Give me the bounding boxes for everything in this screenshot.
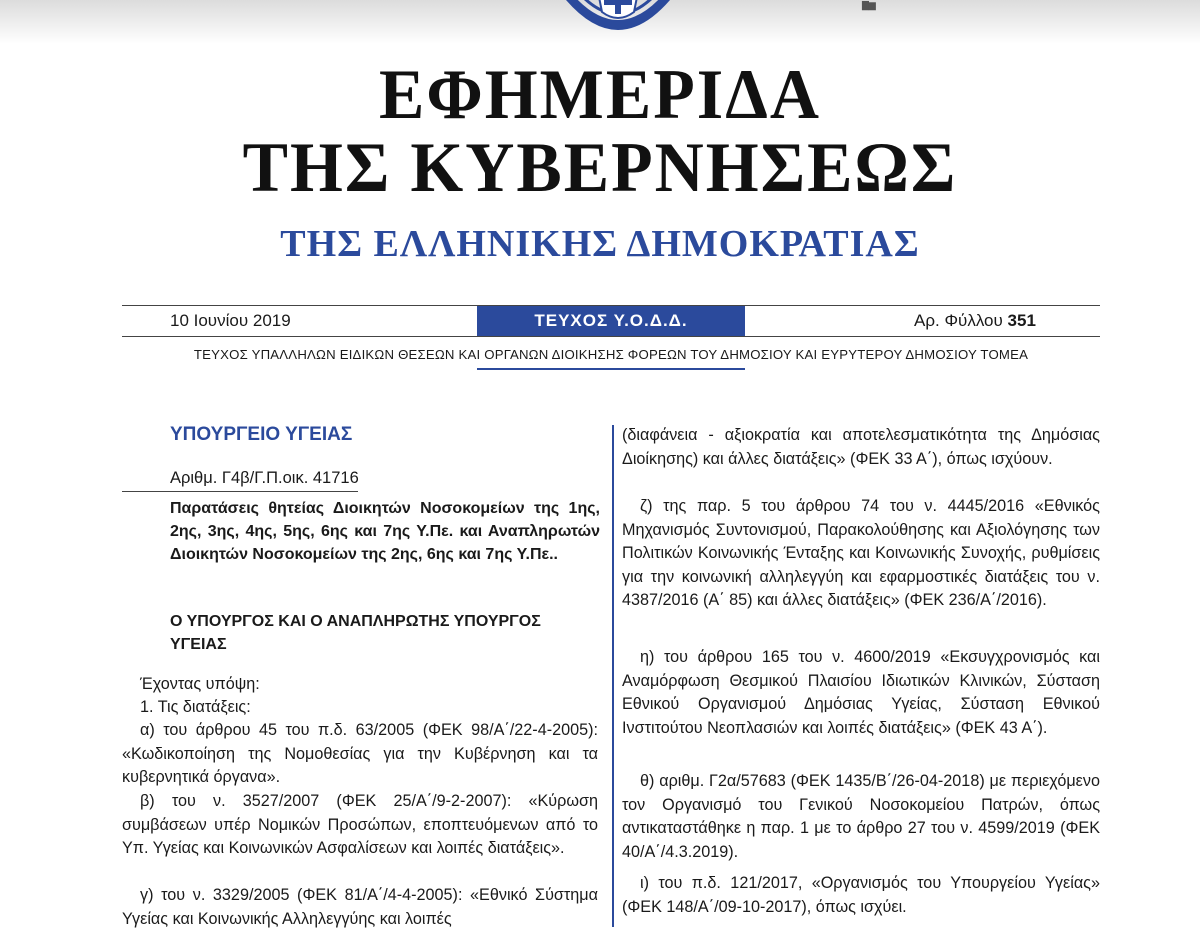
masthead-line-3: ΤΗΣ ΕΛΛΗΝΙΚΗΣ ΔΗΜΟΚΡΑΤΙΑΣ — [280, 223, 920, 265]
reference-number: Αριθμ. Γ4β/Γ.Π.οικ. 41716 — [170, 469, 359, 487]
greek-coat-of-arms-icon — [558, 0, 678, 42]
provision-item-h: η) του άρθρου 165 του ν. 4600/2019 «Εκσυγχρονισμός και Αναμόρφωση Θεσμικού Πλαισίου Ιδιωτικών Κλινικών, Σύσταση Εθνικού Οργανισμού Δημόσιας Υγείας, Σύσταση Εθνικού Ινστιτούτου Νεοπλασιών και λοιπές διατάξεις» (ΦΕΚ 43 Α΄). — [622, 648, 1100, 737]
decision-title: Παρατάσεις θητείας Διοικητών Νοσοκομείων της 1ης, 2ης, 3ης, 4ης, 5ης, 6ης και 7ης Υ.Πε. και Αναπληρωτών Διοικητών Νοσοκομείων της 2ης, 6ης και 7ης Υ.Πε.. — [170, 500, 600, 563]
subtitle-accent-rule — [477, 368, 745, 370]
sheet-label: Αρ. Φύλλου — [914, 311, 1003, 330]
masthead-line-2: ΤΗΣ ΚΥΒΕΡΝΗΣΕΩΣ — [242, 127, 958, 207]
masthead-line-1: ΕΦΗΜΕΡΙΔΑ — [379, 54, 821, 134]
issue-subtitle: ΤΕΥΧΟΣ ΥΠΑΛΛΗΛΩΝ ΕΙΔΙΚΩΝ ΘΕΣΕΩΝ ΚΑΙ ΟΡΓΑΝΩΝ ΔΙΟΙΚΗΣΗΣ ΦΟΡΕΩΝ ΤΟΥ ΔΗΜΟΣΙΟΥ ΚΑΙ ΕΥΡΥΤΕΡΟΥ ΔΗΜΟΣΙΟΥ ΤΟΜΕΑ — [193, 347, 1029, 362]
provision-continuation: (διαφάνεια - αξιοκρατία και αποτελεσματικότητα της Δημόσιας Διοίκησης) και άλλες διατάξεις» (ΦΕΚ 33 Α΄), όπως ισχύουν. — [622, 426, 1100, 468]
ministers-heading: Ο ΥΠΟΥΡΓΟΣ ΚΑΙ Ο ΑΝΑΠΛΗΡΩΤΗΣ ΥΠΟΥΡΓΟΣ ΥΓΕΙΑΣ — [170, 613, 541, 653]
sheet-number — [914, 311, 1036, 331]
provision-item-c: γ) του ν. 3329/2005 (ΦΕΚ 81/Α΄/4-4-2005): «Εθνικό Σύστημα Υγείας και Κοινωνικής Αλληλεγγύης και λοιπές — [122, 886, 598, 928]
provision-item-a: α) του άρθρου 45 του π.δ. 63/2005 (ΦΕΚ 98/Α΄/22-4-2005): «Κωδικοποίηση της Νομοθεσίας για την Κυβέρνηση και τα κυβερνητικά όργανα». — [122, 721, 598, 787]
corner-watermark: ▇▆ — [862, 0, 876, 10]
provision-item-th: θ) αριθμ. Γ2α/57683 (ΦΕΚ 1435/Β΄/26-04-2018) με περιεχόμενο τον Οργανισμό του Γενικού Νοσοκομείου Πατρών, όπως αντικαταστάθηκε η παρ. 1 με το άρθρο 27 του ν. 4599/2019 (ΦΕΚ 40/Α΄/4.3.2019). — [622, 772, 1100, 861]
having-regard: Έχοντας υπόψη: — [140, 675, 260, 693]
column-separator — [612, 425, 614, 927]
ministry-heading: ΥΠΟΥΡΓΕΙΟ ΥΓΕΙΑΣ — [170, 424, 353, 445]
provision-item-z: ζ) της παρ. 5 του άρθρου 74 του ν. 4445/2016 «Εθνικός Μηχανισμός Συντονισμού, Παρακολούθησης και Αξιολόγησης των Πολιτικών Κοινωνικής Ένταξης και Κοινωνικής Συνοχής, ρυθμίσεις για την κοινωνική αλληλεγγύη και εφαρμοστικές διατάξεις του ν. 4387/2016 (Α΄ 85) και άλλες διατάξεις» (ΦΕΚ 236/Α΄/2016). — [622, 497, 1100, 610]
provision-item-i: ι) του π.δ. 121/2017, «Οργανισμός του Υπουργείου Υγείας» (ΦΕΚ 148/Α΄/09-10-2017), όπως ισχύει. — [622, 874, 1100, 916]
issue-type-badge: ΤΕΥΧΟΣ Υ.Ο.Δ.Δ. — [477, 306, 745, 336]
header-bottom-rule — [122, 336, 1100, 337]
provisions-intro: 1. Τις διατάξεις: — [140, 698, 251, 716]
reference-rule — [122, 491, 358, 492]
issue-date: 10 Ιουνίου 2019 — [170, 311, 291, 330]
provision-item-b: β) του ν. 3527/2007 (ΦΕΚ 25/Α΄/9-2-2007): «Κύρωση συμβάσεων υπέρ Νομικών Προσώπων, εποπτευόμενων από το Υπ. Υγείας και Κοινωνικών Ασφαλίσεων και λοιπές διατάξεις». — [122, 792, 598, 858]
sheet-value: 351 — [1007, 311, 1036, 330]
